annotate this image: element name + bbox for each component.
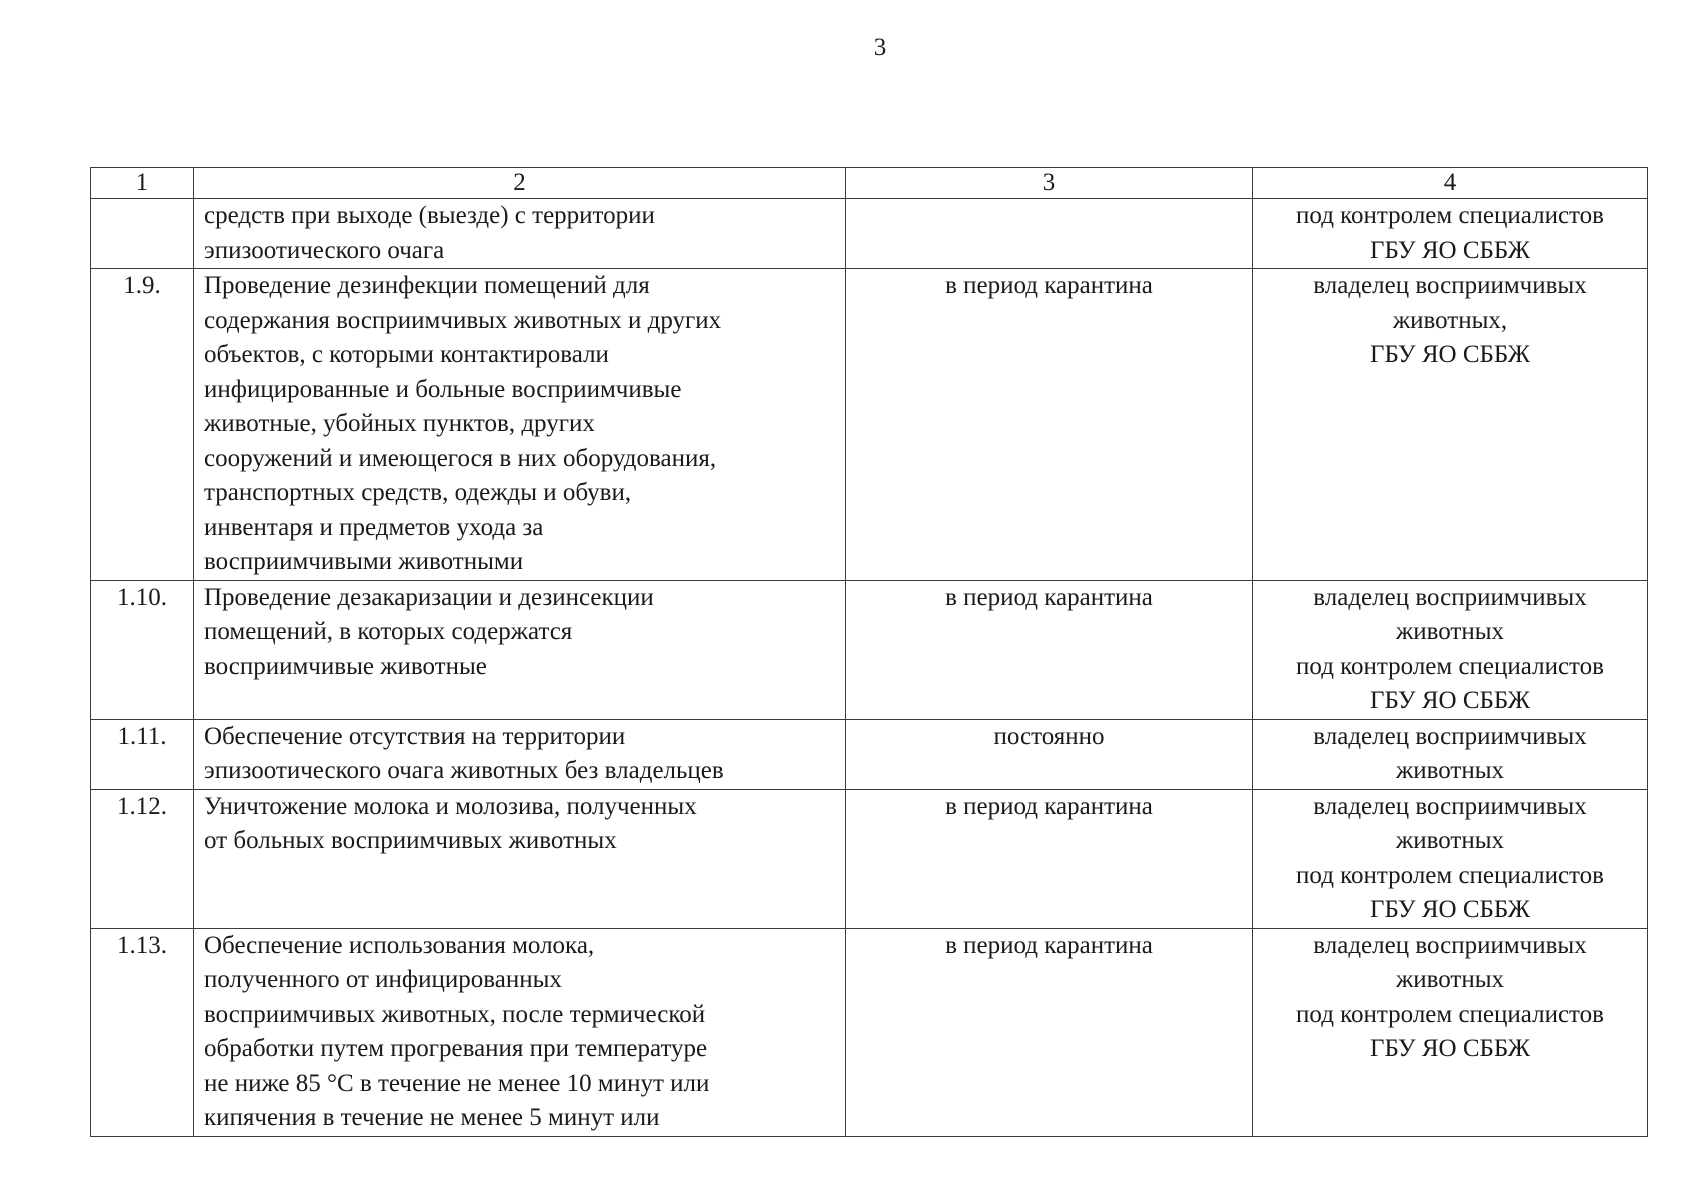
measure-description: [194, 580, 846, 719]
measure-period: в период карантина: [846, 928, 1253, 1136]
responsible-line: ГБУ ЯО СББЖ: [1369, 896, 1531, 923]
responsible-line: под контролем специалистов: [1296, 861, 1604, 889]
description-line: эпизоотического очага: [204, 236, 445, 264]
responsible-line: ГБУ ЯО СББЖ: [1369, 341, 1531, 368]
description-line: восприимчивыми животными: [204, 548, 524, 575]
description-line: эпизоотического очага животных без владельцев: [204, 757, 724, 784]
page-number: 3: [873, 34, 887, 61]
measure-period: [846, 199, 1253, 269]
description-line: от больных восприимчивых животных: [204, 827, 617, 854]
description-line: Обеспечение использования молока,: [204, 931, 595, 959]
column-header: 1: [91, 168, 194, 199]
responsible-line: владелец восприимчивых: [1313, 583, 1587, 611]
responsible-line: животных: [1395, 966, 1505, 993]
responsible-party: [1253, 269, 1648, 581]
measure-period: в период карантина: [846, 789, 1253, 928]
measure-period: в период карантина: [846, 580, 1253, 719]
measures-table: [90, 167, 1648, 1137]
responsible-line: владелец восприимчивых: [1313, 931, 1587, 959]
responsible-party: [1253, 580, 1648, 719]
column-header: 4: [1253, 168, 1648, 199]
table-row: [91, 580, 1648, 719]
description-line: полученного от инфицированных: [204, 966, 562, 993]
measure-description: [194, 928, 846, 1136]
responsible-line: владелец восприимчивых: [1313, 272, 1587, 299]
responsible-line: животных: [1395, 827, 1505, 854]
responsible-line: под контролем специалистов: [1296, 652, 1604, 680]
responsible-line: ГБУ ЯО СББЖ: [1369, 1035, 1531, 1062]
item-number: 1.10.: [91, 580, 194, 719]
item-number: [91, 199, 194, 269]
responsible-party: [1253, 719, 1648, 789]
responsible-line: ГБУ ЯО СББЖ: [1369, 687, 1531, 714]
description-line: кипячения в течение не менее 5 минут или: [204, 1104, 660, 1131]
measure-description: [194, 199, 846, 269]
responsible-party: [1253, 199, 1648, 269]
responsible-party: [1253, 928, 1648, 1136]
responsible-line: под контролем специалистов: [1296, 202, 1604, 229]
column-header: 3: [846, 168, 1253, 199]
measure-description: [194, 269, 846, 581]
column-header: 2: [194, 168, 846, 199]
description-line: обработки путем прогревания при температуре: [204, 1035, 708, 1062]
table-header-row: [91, 168, 1648, 199]
description-line: Уничтожение молока и молозива, полученных: [204, 792, 697, 820]
description-line: Проведение дезинфекции помещений для: [204, 272, 650, 299]
description-line: животные, убойных пунктов, других: [204, 410, 595, 437]
description-line: сооружений и имеющегося в них оборудования,: [204, 444, 717, 472]
description-line: транспортных средств, одежды и обуви,: [204, 479, 632, 506]
responsible-line: ГБУ ЯО СББЖ: [1369, 236, 1531, 264]
description-line: инфицированные и больные восприимчивые: [204, 375, 682, 403]
item-number: 1.12.: [91, 789, 194, 928]
description-line: содержания восприимчивых животных и других: [204, 306, 722, 334]
measure-description: [194, 789, 846, 928]
description-line: объектов, с которыми контактировали: [204, 341, 609, 368]
item-number: 1.11.: [91, 719, 194, 789]
measure-period: постоянно: [846, 719, 1253, 789]
description-line: помещений, в которых содержатся: [204, 618, 573, 645]
description-line: не ниже 85 °С в течение не менее 10 минут или: [204, 1069, 710, 1097]
measure-description: [194, 719, 846, 789]
description-line: средств при выходе (выезде) с территории: [204, 202, 655, 229]
item-number: 1.9.: [91, 269, 194, 581]
responsible-line: владелец восприимчивых: [1313, 792, 1587, 820]
table-row: [91, 719, 1648, 789]
table-body: [91, 199, 1648, 1137]
responsible-line: владелец восприимчивых: [1313, 722, 1587, 750]
description-line: Обеспечение отсутствия на территории: [204, 722, 626, 750]
measure-period: в период карантина: [846, 269, 1253, 581]
responsible-line: под контролем специалистов: [1296, 1000, 1604, 1028]
description-line: инвентаря и предметов ухода за: [204, 513, 544, 541]
responsible-line: животных: [1395, 618, 1505, 645]
responsible-line: животных,: [1392, 306, 1508, 334]
description-line: восприимчивых животных, после термической: [204, 1000, 706, 1028]
item-number: 1.13.: [91, 928, 194, 1136]
description-line: восприимчивые животные: [204, 652, 487, 680]
table-row: [91, 789, 1648, 928]
responsible-line: животных: [1395, 757, 1505, 784]
table-row: [91, 199, 1648, 269]
description-line: Проведение дезакаризации и дезинсекции: [204, 583, 654, 611]
table-row: [91, 928, 1648, 1136]
table-row: [91, 269, 1648, 581]
responsible-party: [1253, 789, 1648, 928]
